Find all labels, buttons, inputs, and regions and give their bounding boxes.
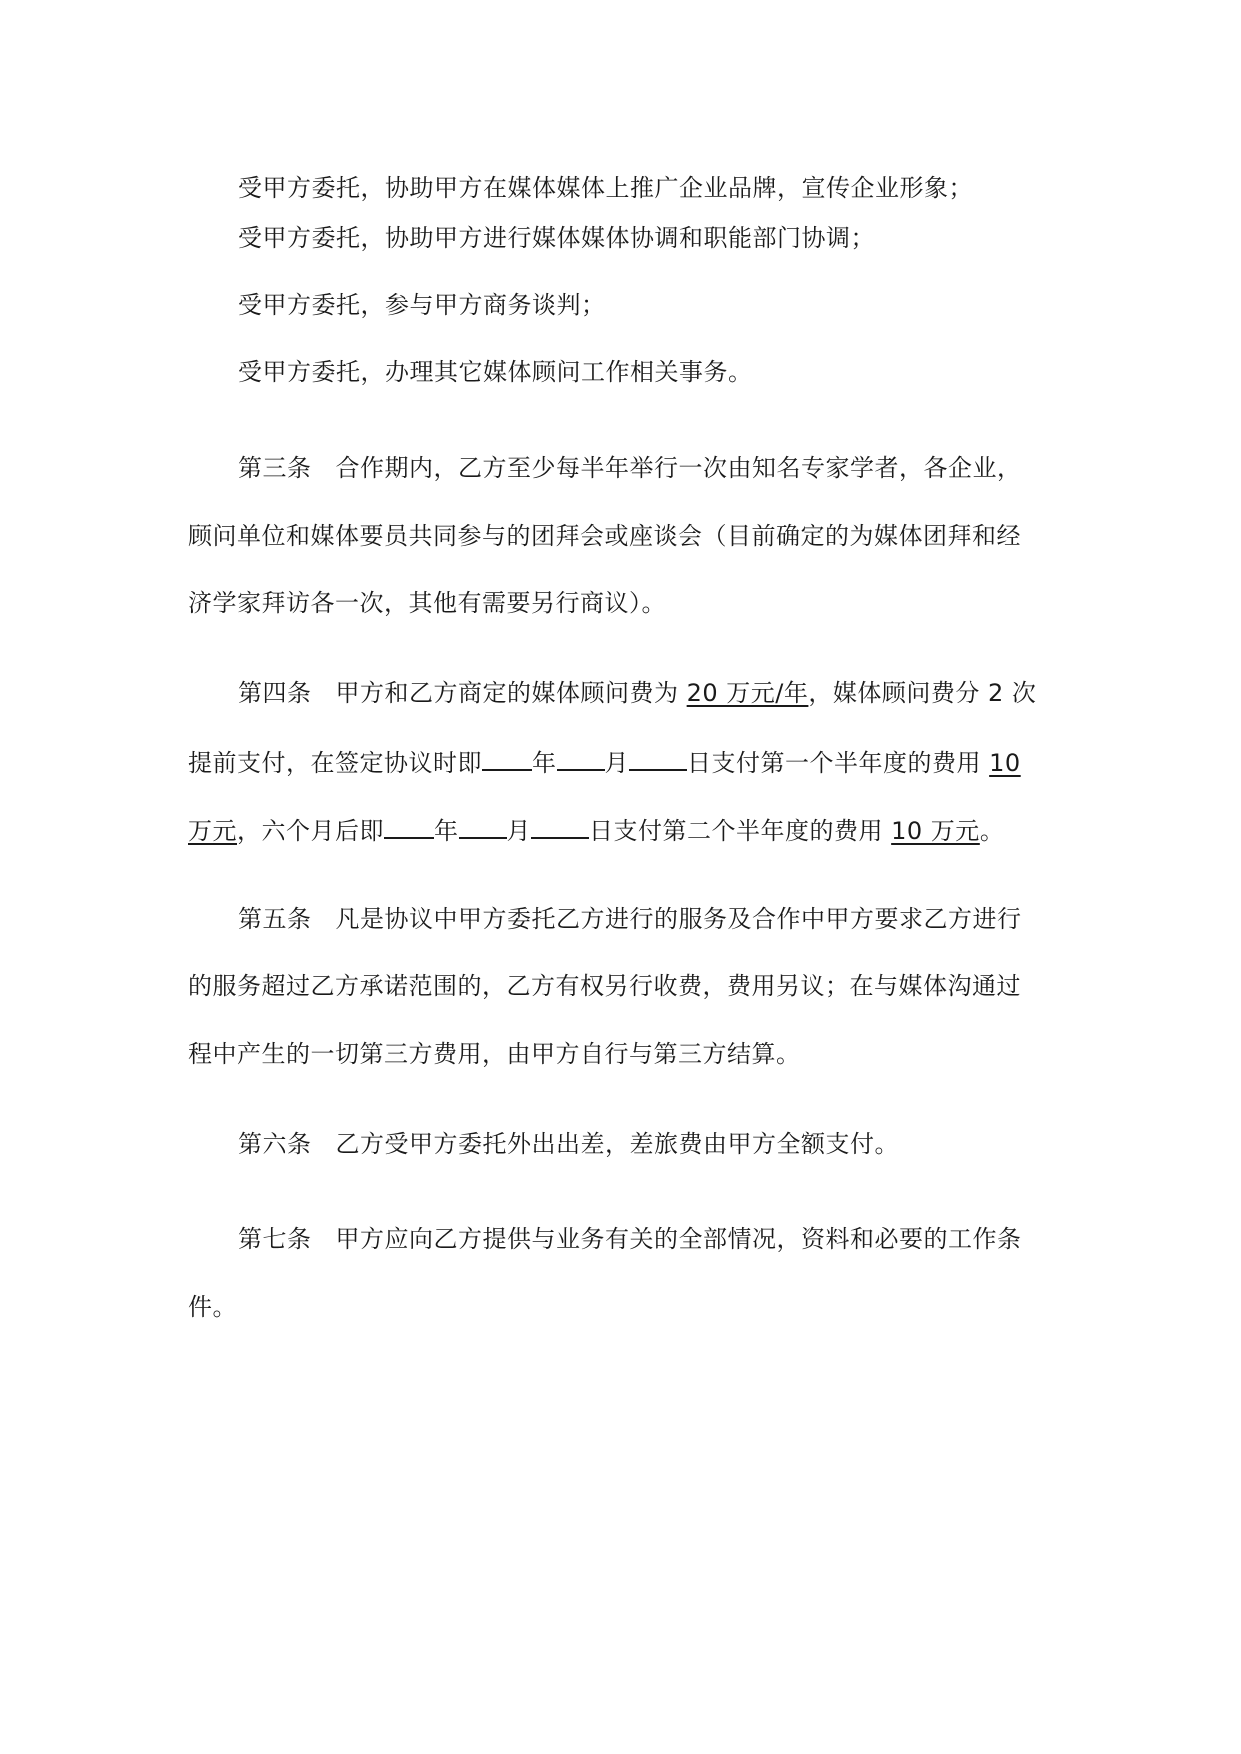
article-3-text-2: 顾问单位和媒体要员共同参与的团拜会或座谈会（目前确定的为媒体团拜和经 <box>188 522 1021 550</box>
article-5-line-3 <box>188 1038 801 1070</box>
article-4-line-3 <box>188 813 1004 847</box>
article-7-text-1: 甲方应向乙方提供与业务有关的全部情况，资料和必要的工作条 <box>335 1225 1022 1253</box>
duty-line-4 <box>238 356 753 388</box>
article-4-heading: 第四条 <box>238 679 312 707</box>
year-label-1: 年 <box>532 749 557 777</box>
article-6-line-1 <box>238 1128 899 1160</box>
month-blank-1 <box>557 745 605 771</box>
article-7-text-2: 件。 <box>188 1293 237 1321</box>
duty-line-1 <box>238 172 973 204</box>
article-4-end: 。 <box>979 817 1005 845</box>
article-4-text-1a: 甲方和乙方商定的媒体顾问费为 <box>335 679 687 707</box>
first-payment-unit: 万元 <box>188 817 237 845</box>
annual-fee: 20 万元/年 <box>686 679 809 707</box>
duty-line-3 <box>238 289 606 321</box>
article-3-text-3: 济学家拜访各一次，其他有需要另行商议）。 <box>188 589 666 617</box>
article-4-line-1 <box>238 677 1036 709</box>
article-5-text-2: 的服务超过乙方承诺范围的，乙方有权另行收费，费用另议；在与媒体沟通过 <box>188 972 1021 1000</box>
article-4-text-3a: ，六个月后即 <box>237 817 384 845</box>
duty-text-2: 受甲方委托，协助甲方进行媒体媒体协调和职能部门协调； <box>238 224 875 252</box>
duty-text-4: 受甲方委托，办理其它媒体顾问工作相关事务。 <box>238 358 753 386</box>
second-payment-amount: 10 万元 <box>891 817 980 845</box>
article-7-line-1 <box>238 1223 1022 1255</box>
article-4-line-2 <box>188 745 1021 779</box>
article-3-line-1 <box>238 452 1022 484</box>
year-blank-2 <box>384 813 434 839</box>
article-3-text-1: 合作期内，乙方至少每半年举行一次由知名专家学者，各企业， <box>335 454 1022 482</box>
article-6-heading: 第六条 <box>238 1130 312 1158</box>
year-label-2: 年 <box>434 817 459 845</box>
article-3-line-3 <box>188 587 666 619</box>
duty-text-1: 受甲方委托，协助甲方在媒体媒体上推广企业品牌，宣传企业形象； <box>238 174 973 202</box>
article-6-text-1: 乙方受甲方委托外出出差，差旅费由甲方全额支付。 <box>335 1130 899 1158</box>
article-3-heading: 第三条 <box>238 454 312 482</box>
year-blank-1 <box>482 745 532 771</box>
article-7-heading: 第七条 <box>238 1225 312 1253</box>
month-label-2: 月 <box>506 817 531 845</box>
article-4-text-2b: 日支付第一个半年度的费用 <box>687 749 990 777</box>
article-5-text-3: 程中产生的一切第三方费用，由甲方自行与第三方结算。 <box>188 1040 801 1068</box>
first-payment-amount: 10 <box>989 749 1021 777</box>
article-4-text-3b: 日支付第二个半年度的费用 <box>589 817 892 845</box>
day-blank-2 <box>531 813 589 839</box>
article-4-text-1b: ，媒体顾问费分 2 次 <box>808 679 1037 707</box>
duty-line-2 <box>238 222 875 254</box>
month-blank-2 <box>459 813 507 839</box>
article-5-line-1 <box>238 903 1022 935</box>
article-5-text-1: 凡是协议中甲方委托乙方进行的服务及合作中甲方要求乙方进行 <box>335 905 1022 933</box>
article-3-line-2 <box>188 520 1021 552</box>
duty-text-3: 受甲方委托，参与甲方商务谈判； <box>238 291 606 319</box>
article-5-line-2 <box>188 970 1021 1002</box>
day-blank-1 <box>629 745 687 771</box>
article-7-line-2 <box>188 1291 237 1323</box>
month-label-1: 月 <box>604 749 629 777</box>
article-5-heading: 第五条 <box>238 905 312 933</box>
article-4-text-2a: 提前支付，在签定协议时即 <box>188 749 482 777</box>
